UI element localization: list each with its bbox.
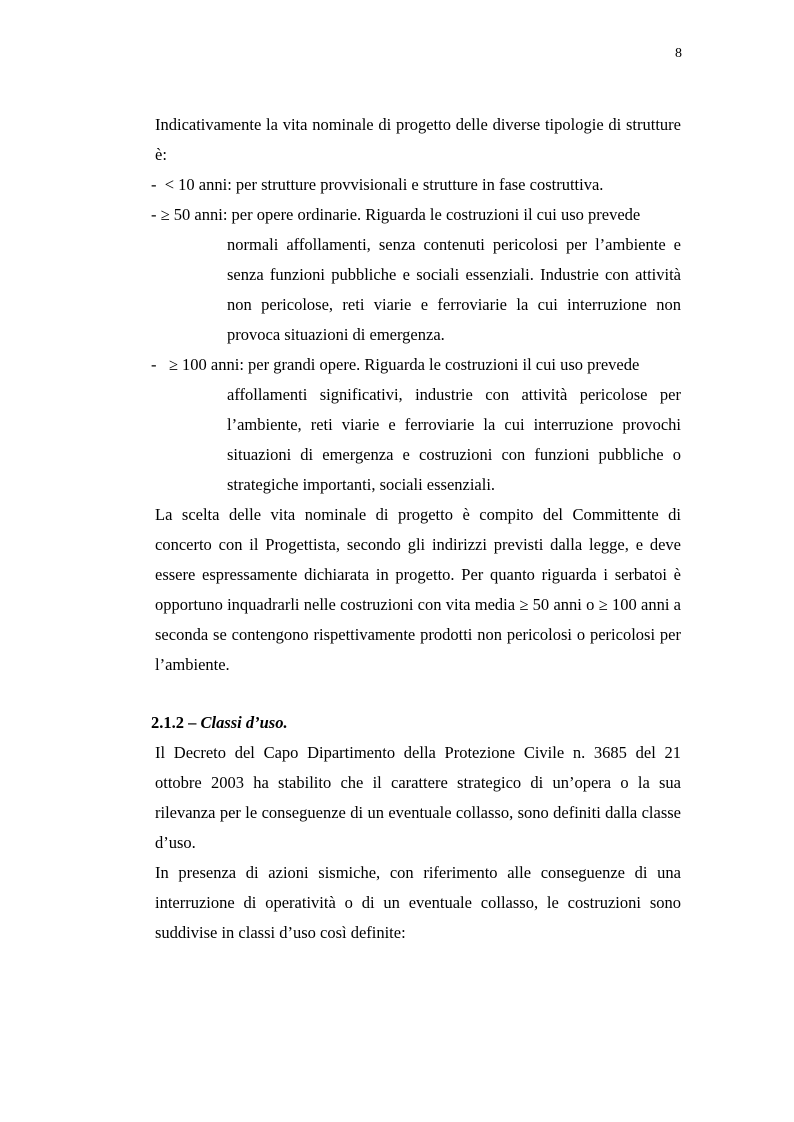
list-marker: - — [151, 175, 157, 194]
paragraph-scelta: La scelta delle vita nominale di progetto è compito del Committente di concerto con il Progettista, secondo gli indirizzi previsti dalla legge, e deve essere espressamente dichiarata in progetto. Per quanto riguarda i serbatoi è opportuno inquadrarli nelle costruzioni con vita media ≥ 50 anni o ≥ 100 anni a seconda se contengono rispettivamente prodotti non pericolosi o pericolosi per l’ambiente. — [155, 505, 681, 674]
list-item-lead: ≥ 100 anni: per grandi opere. Riguarda le costruzioni il cui uso prevede — [168, 355, 640, 374]
list-item-under-10 — [151, 170, 681, 200]
list-item-continuation: affollamenti significativi, industrie con attività pericolose per l’ambiente, reti viarie e ferroviarie la cui interruzione provochi situazioni di emergenza e costruzioni con funzioni pubbliche o strategiche importanti, sociali essenziali. — [227, 385, 681, 494]
intro-paragraph: Indicativamente la vita nominale di progetto delle diverse tipologie di strutture è: — [155, 115, 681, 164]
paragraph-sismiche: In presenza di azioni sismiche, con riferimento alle conseguenze di una interruzione di operatività o di un eventuale collasso, le costruzioni sono suddivise in classi d’uso così definite: — [155, 863, 681, 942]
section-heading — [151, 708, 681, 738]
list-marker: - — [151, 205, 157, 224]
list-item-lead: ≥ 50 anni: per opere ordinarie. Riguarda le costruzioni il cui uso prevede — [160, 205, 641, 224]
page-number: 8 — [675, 46, 682, 61]
list-marker: - — [151, 355, 157, 374]
document-body — [151, 110, 681, 948]
list-item-continuation: normali affollamenti, senza contenuti pericolosi per l’ambiente e senza funzioni pubbliche e sociali essenziali. Industrie con attività non pericolose, reti viarie e ferroviarie la cui interruzione non provoca situazioni di emergenza. — [227, 235, 681, 344]
paragraph-decreto: Il Decreto del Capo Dipartimento della Protezione Civile n. 3685 del 21 ottobre 2003 ha stabilito che il carattere strategico di un’opera o la sua rilevanza per le conseguenze di un eventuale collasso, sono definiti dalla classe d’uso. — [155, 743, 681, 852]
list-item-text: < 10 anni: per strutture provvisionali e strutture in fase costruttiva. — [164, 175, 604, 194]
section-number: 2.1.2 – — [151, 713, 197, 732]
list-item-over-100 — [151, 350, 681, 500]
list-item-over-50 — [151, 200, 681, 350]
section-title: Classi d’uso. — [200, 713, 288, 732]
